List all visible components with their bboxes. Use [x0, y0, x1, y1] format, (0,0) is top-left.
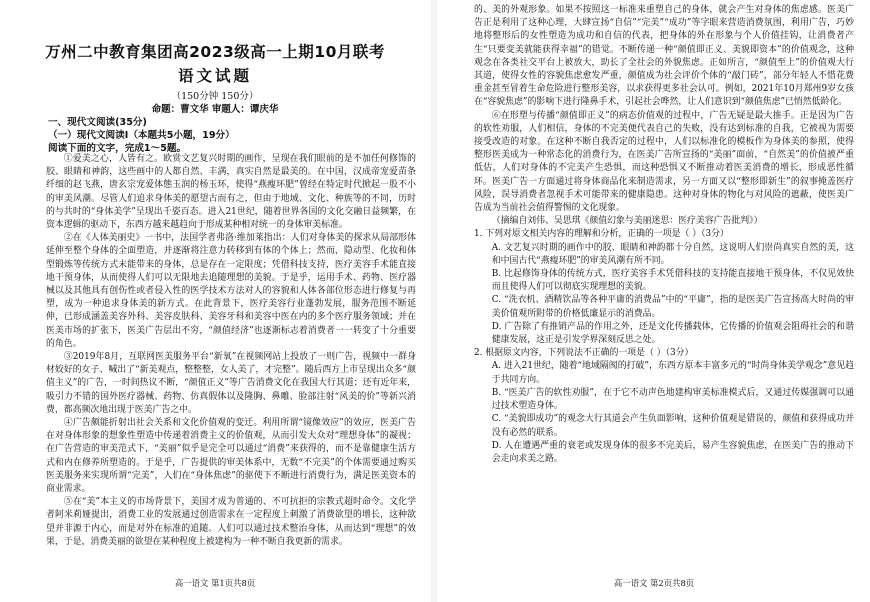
- question-2-option: D. 人在遭遇严重的衰老或发现身体的很多不完美后，易产生容貌焦虑，在医美广告的推动下会走向求美之路。: [491, 440, 854, 464]
- article-paragraph: 的、美的外观形象。如果不按照这一标准来重塑自己的身体，就会产生对身体的焦虑感。医美广告正是利用了这种心理，大肆宣扬“自信”“完美”“成功”等字眼来营造消费氛围，利用广告，巧妙地将整形后的女性塑造为成功和自信的代表，把身体的外在形象与个人价值挂钩，让消费者产生“只要变美就能获得幸福”的错觉。不断传递一种“颜值即正义、美貌即资本”的价值观念，这种观念在各类社交平台上被放大，助长了全社会的外貌焦虑。正如所言，“颜值至上”的价值观大行其道，使得女性的容貌焦虑愈发严重，颜值成为社会评价个体的“敲门砖”，部分年轻人不惜花费重金甚至冒着生命危险进行整形美容，以求获得更多社会认可。例如，2021年10月郑州9岁女孩在“容貌焦虑”的影响下进行隆鼻手术，引起社会哗然，让人们意识到“颜值焦虑”已悄然低龄化。: [474, 5, 854, 108]
- page-footer-right: 高一语文 第2页共8页: [613, 578, 695, 588]
- instruction-line: 阅读下面的文字，完成1～5题。: [48, 143, 187, 154]
- exam-title: 万州二中教育集团高2023级高一上期10月联考: [45, 43, 385, 61]
- section-heading: 一、现代文阅读(35分): [48, 117, 147, 128]
- page-1: [0, 0, 430, 602]
- authors-line: 命题：曹文华 审题人：谭庆华: [151, 104, 279, 115]
- article-paragraph: ④广告颇能折射出社会关系和文化价值观的变迁。利用所谓“镜像效应”的效应，医美广告在对身体形象的想象性塑造中传递着消费主义的价值观，从而引发大众对“理想身体”的凝视；在广告营造的审美范式下，“美丽”似乎是完全可以通过“消费”来获得的，而不是靠健康生活方式和内在修养所塑造的。于是乎，广告提供的审美体系中，无数“不完美”的个体需要通过购买医美服务来实现所谓“完美”，人们在“身体焦虑”的驱使下不断进行消费行为，满足医美资本的商业需求。: [46, 418, 416, 495]
- exam-subtitle: 语文试题: [177, 67, 252, 85]
- left-article-body: [46, 153, 416, 549]
- article-paragraph: ②在《人体美丽史》一书中，法国学者弗洛·维加莱指出：人们对身体美的探求从局部形体延伸至整个身体的全面塑造，并逐渐将注意力转移到有体的个体上；然而，隐动型、化妆和体型锻炼等传统方式未能带来的身体，总是存在一定限度；凭借科技支持，医疗美容手术能直接地干预身体，从而使得人们可以无限地去追随理想的美貌。于是乎，运用手术、药物、医疗器械以及其他具有创伤性或者侵入性的医学技术方法对人的容貌和人体各部位形态进行修复与再塑，成为一种追求身体美的新方式。在此背景下，医疗美容行业蓬勃发展，服务范围不断延伸，已形成涵盖美容外科、美容皮肤科、美容牙科和美容中医在内的多个医疗服务领域；并在医美市场的扩张下，医美广告层出不穷，“颜值经济”也逐渐标志着消费者一一转变了十分重要的角色。: [46, 233, 416, 349]
- question-2-option: A. 进入21世纪，随着“地域隔阂的打破”，东西方原本丰富多元的“时尚身体美学观念”意见趋于共同方向。: [491, 361, 854, 385]
- article-paragraph: ⑤在“美”本主义的市场背景下，美国才成为普通的、不可抗拒的宗教式超时命令。文化学者阿米莉娅提出，消费工业的发展通过创造需求在一定程度上刺激了消费欲望的增长，这种欲望并非源于内心，而是对外在标准的追随。人们可以通过技术整治身体，从而达到“理想”的效果，于是，消费美丽的欲望在某种程度上被建构为一种不断自我更新的需求。: [46, 497, 416, 547]
- article-paragraph: ③2019年8月，互联网医美服务平台“新氧”在视频网站上投放了一则广告，视频中一群身材姣好的女子、喊出了“新美观点，整整整，女人美了，才完整”。随后西方上市呈现出众多“颜值主义”的广告，一时间热议不断，“颜值正义”等广告消费文化在我国大行其道；还有近年来，吸引力不错的国外医疗器械、药物、仿真假体以及隆胸、鼻雕、脸部注射“风美的价”等新兴消费，都高频次地出现于医美广告之中。: [46, 352, 416, 415]
- article-source: （摘编自刘伟、吴思琪《颜值幻象与美丽迷思：医疗美容广告批判》）: [491, 216, 763, 227]
- page-gutter: [431, 0, 437, 602]
- question-2-stem: 2. 根据原文内容，下列说法不正确的一项是（ ）（3分）: [474, 348, 694, 359]
- question-1-stem: 1. 下列对原文相关内容的理解和分析，正确的一项是（ ）（3分）: [474, 229, 729, 240]
- question-1-option: B. 比起修饰身体的传统方式，医疗美容手术凭借科技的支持能直接地干预身体，不仅见效快而且使得人们可以彻底实现理想的美貌。: [491, 269, 854, 293]
- article-paragraph: ①爱美之心，人皆有之。欧赏文艺复兴时期的画作，呈现在我们眼前的是不加任何修饰的胶、眼睛和神韵，这些画中的人都自然、丰满，真实自然是最美的。在中国，汉成帝宠爱苗条纤细的赵飞燕，唐玄宗宠爱体態玉润的杨玉环，使得“燕瘦环肥”曾经在特定时代掀起一股不小的审美风潮。尽管人们追求身体美的愿望古而有之，但由于地域、文化、种族等的不同，历时的与共时的“身体美学”呈现出千姿百态。进入21世纪，随着世界各国的文化交融日益频繁，在资本逻辑的驱动下，东西方越来越趋向于形成某种相对统一的身体审美标准。: [46, 154, 416, 231]
- question-2-option: B. “医美广告的软性劝服”，在于它不动声色地建构审美标准模式后，又通过传媒强调可以通过技术塑造身体。: [491, 387, 854, 412]
- exam-info: （150分钟 150分）: [171, 91, 259, 102]
- right-article-body: [474, 4, 854, 466]
- subsection-heading: （一）现代文阅读Ⅰ（本题共5小题，19分）: [48, 130, 235, 141]
- question-1-option: D. 广告除了有推销产品的作用之外，还是文化传播载体，它传播的价值观会阻碍社会的和谐健康发展，这正是引发学界深刻反思之处。: [491, 321, 854, 346]
- page-2: [438, 0, 870, 602]
- question-2-option: C. “美貌即成功”的观念大行其道会产生负面影响，这种价值观是错误的，颜值和获得成功并没有必然的联系。: [491, 414, 854, 438]
- question-1-option: C. “洗衣机、酒精饮品等各种平庸的消费品”中的“平庸”，指的是医美广告宣扬高大时尚的审美价值观所附带的价格低廉显示的消费品。: [491, 295, 854, 319]
- article-paragraph: ⑥在形塑与传播“颜值即正义”的病态价值观的过程中，广告无疑是最大推手。正是因为广告的软性劝服，人们相信，身体的不完美便代表自己的失败，没有达到标准的自我，它被视为需要接受改造的对象。在这种不断自我否定的过程中，人们以标准化的模板作为身体美的参照，使得整形医美成为一种常态化的消费行为，在医美广告所宣扬的“美丽”面前，“自然美”的价值被严重低估，人们对身体的不完美产生恐惧，而这种恐惧又不断推动着医美消费的增长，形成恶性循环。医美广告一方面通过将身体商品化来制造需求，另一方面又以“整形即新生”的叙事掩盖医疗风险，误导消费者忽视手术可能带来的健康隐患。这种对身体的物化与对风险的遮蔽，使医美广告成为当前社会值得警惕的文化现象。: [474, 110, 854, 214]
- question-1-option: A. 文艺复兴时期的画作中的胶、眼睛和神韵都十分自然，这说明人们崇尚真实自然的美，这和中国古代“燕瘦环肥”的审美风潮有所不同。: [491, 242, 854, 266]
- page-footer-left: 高一语文 第1页共8页: [174, 578, 256, 588]
